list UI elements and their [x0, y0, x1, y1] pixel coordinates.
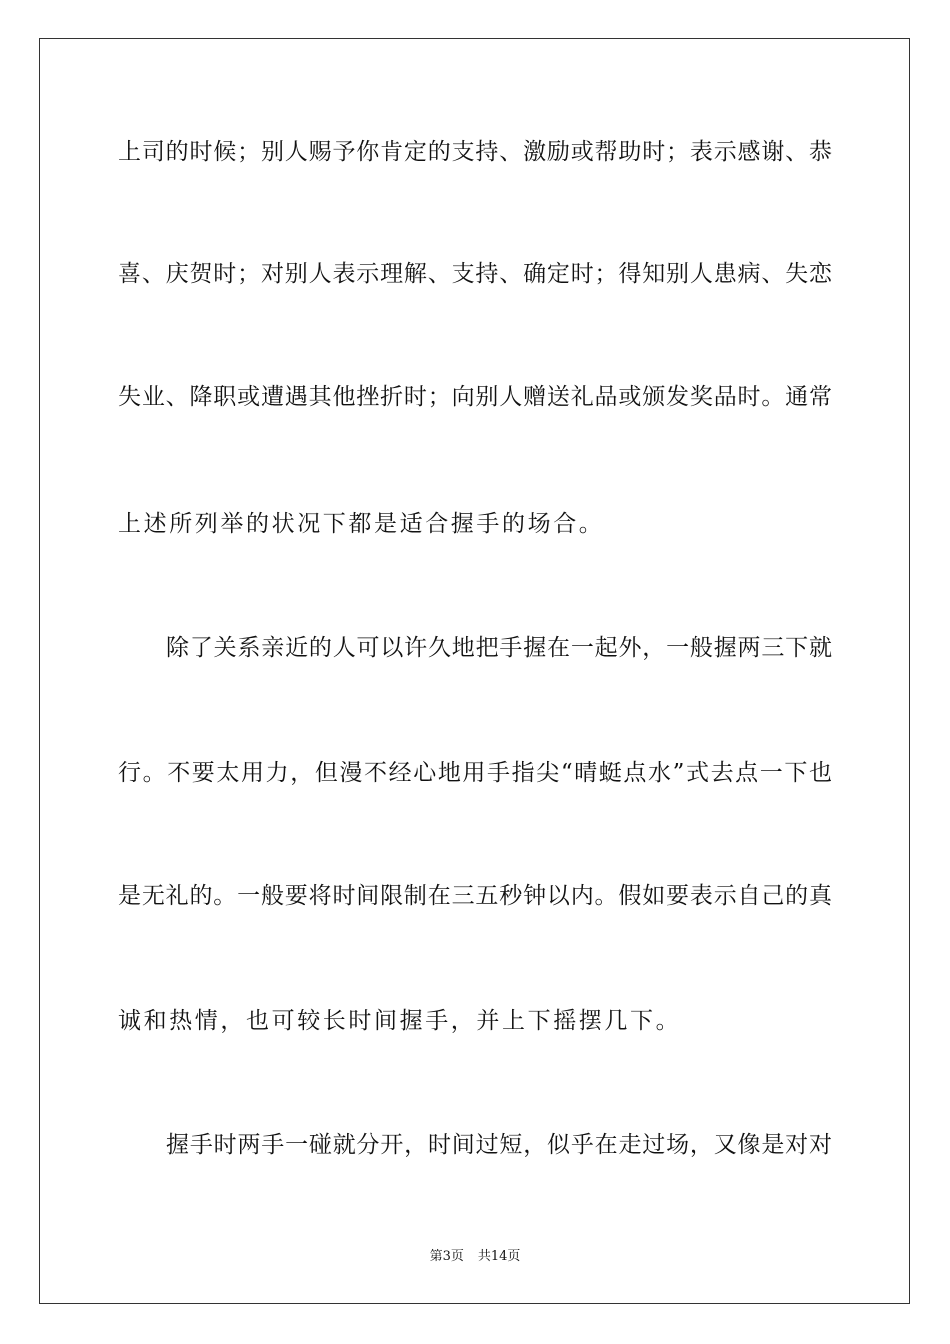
text-line-1: 上司的时候；别人赐予你肯定的支持、激励或帮助时；表示感谢、恭 [118, 139, 832, 165]
page-number: 第3页 [429, 1249, 464, 1264]
text-line-6: 行。不要太用力，但漫不经心地用手指尖“晴蜓点水”式去点一下也 [118, 760, 832, 786]
page-footer [0, 1249, 950, 1265]
total-pages: 共14页 [477, 1249, 521, 1264]
text-line-5: 除了关系亲近的人可以许久地把手握在一起外，一般握两三下就 [166, 635, 832, 661]
text-line-9: 握手时两手一碰就分开，时间过短，似乎在走过场，又像是对对 [166, 1132, 832, 1158]
text-line-7: 是无礼的。一般要将时间限制在三五秒钟以内。假如要表示自己的真 [118, 883, 832, 909]
text-line-8: 诚和热情，也可较长时间握手，并上下摇摆几下。 [118, 1008, 682, 1034]
text-line-3: 失业、降职或遭遇其他挫折时；向别人赠送礼品或颁发奖品时。通常 [118, 384, 832, 410]
text-line-2: 喜、庆贺时；对别人表示理解、支持、确定时；得知别人患病、失恋 [118, 261, 832, 287]
text-line-4: 上述所列举的状况下都是适合握手的场合。 [118, 511, 605, 537]
page-border [39, 38, 910, 1304]
